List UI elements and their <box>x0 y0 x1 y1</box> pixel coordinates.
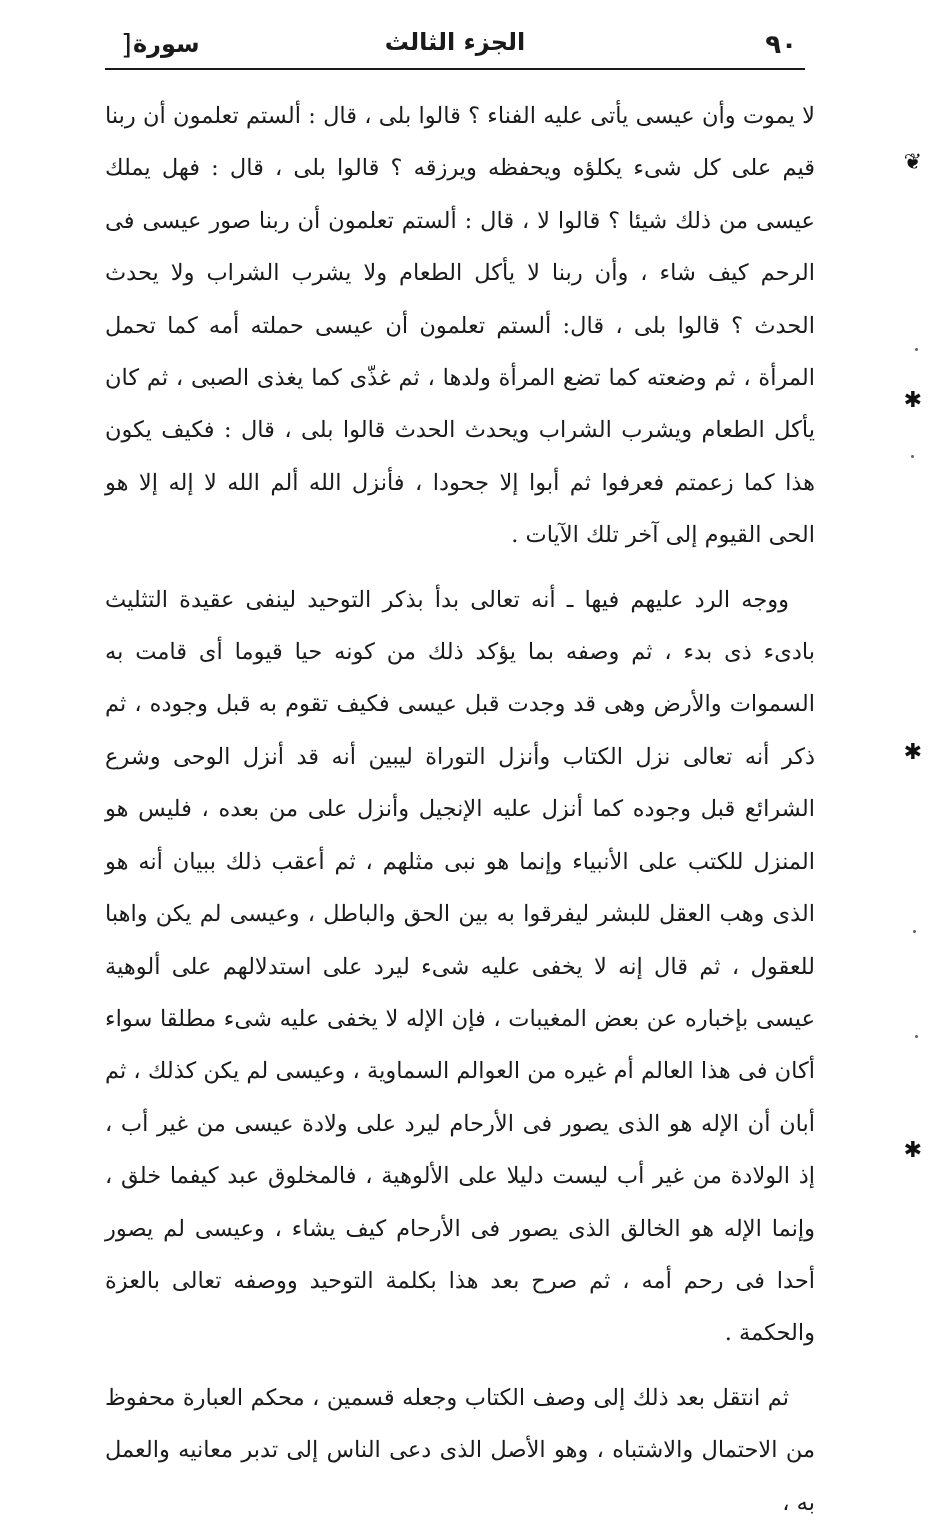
scan-speck <box>913 930 916 933</box>
margin-mark-icon: ✱ <box>903 740 922 765</box>
paragraph-refutation: ووجه الرد عليهم فيها ـ أنه تعالى بدأ بذكر التوحيد لينفى عقيدة التثليث بادىء ذى بدء ، ثم وصفه بما يؤكد ذلك من كونه حيا قيوما أى قامت به السموات والأرض وهى قد وجدت قبل عيسى فكيف تقوم به قبل وجوده ، ثم ذكر أنه تعالى نزل الكتاب وأنزل التوراة ليبين أنه قد أنزل الوحى وشرع الشرائع قبل وجوده كما أنزل عليه الإنجيل وأنزل على من بعده ، فليس هو المنزل للكتب على الأنبياء وإنما هو نبى مثلهم ، ثم أعقب ذلك ببيان أنه هو الذى وهب العقل للبشر ليفرقوا به بين الحق والباطل ، وعيسى لم يكن واهبا للعقول ، ثم قال إنه لا يخفى عليه شىء ليرد على استدلالهم على ألوهية عيسى بإخباره عن بعض المغيبات ، فإن الإله لا يخفى عليه شىء مطلقا سواء أكان فى هذا العالم أم غيره من العوالم السماوية ، وعيسى لم يكن كذلك ، ثم أبان أن الإله هو الذى يصور فى الأرحام ليرد على ولادة عيسى من غير أب ، إذ الولادة من غير أب ليست دليلا على الألوهية ، فالمخلوق عبد كيفما خلق ، وإنما الإله هو الخالق الذى يصور فى الأرحام كيف يشاء ، وعيسى لم يصور أحدا فى رحم أمه ، ثم صرح بعد هذا بكلمة التوحيد ووصفه تعالى بالعزة والحكمة . <box>105 586 815 1347</box>
surah-label: سورة <box>133 30 200 58</box>
running-header <box>105 24 805 70</box>
scan-speck <box>915 1035 918 1038</box>
margin-mark-icon: ✱ <box>903 1138 922 1163</box>
scan-speck <box>915 348 918 351</box>
paragraph-continuation: لا يموت وأن عيسى يأتى عليه الفناء ؟ قالوا بلى ، قال : ألستم تعلمون أن ربنا قيم على كل شىء يكلؤه ويحفظه ويرزقه ؟ قالوا بلى ، قال : فهل يملك عيسى من ذلك شيئا ؟ قالوا لا ، قال : ألستم تعلمون أن ربنا صور عيسى فى الرحم كيف شاء ، وأن ربنا لا يأكل الطعام ولا يشرب الشراب ولا يحدث الحدث ؟ قالوا بلى ، قال: ألستم تعلمون أن عيسى حملته أمه كما تحمل المرأة ، ثم وضعته كما تضع المرأة ولدها ، ثم غذّى كما يغذى الصبى ، ثم كان يأكل الطعام ويشرب الشراب ويحدث الحدث قالوا بلى ، قال : فكيف يكون هذا كما زعمتم فعرفوا ثم أبوا إلا جحودا ، فأنزل الله ألم الله لا إله إلا هو الحى القيوم إلى آخر تلك الآيات . <box>105 103 815 549</box>
margin-mark-icon: ✱ <box>903 388 922 413</box>
header-rule <box>105 68 805 70</box>
page-number: ٩٠ <box>765 30 797 60</box>
surah-bracket: [ <box>121 28 132 61</box>
paragraph-book-division: ثم انتقل بعد ذلك إلى وصف الكتاب وجعله قسمين ، محكم العبارة محفوظ من الاحتمال والاشتباه ، وهو الأصل الذى دعى الناس إلى تدبر معانيه والعمل به ، <box>105 1384 815 1516</box>
running-title: الجزء الثالث <box>384 28 526 56</box>
body-text <box>105 90 815 1529</box>
scan-speck <box>911 455 914 458</box>
margin-mark-icon: ❦ <box>903 150 922 175</box>
